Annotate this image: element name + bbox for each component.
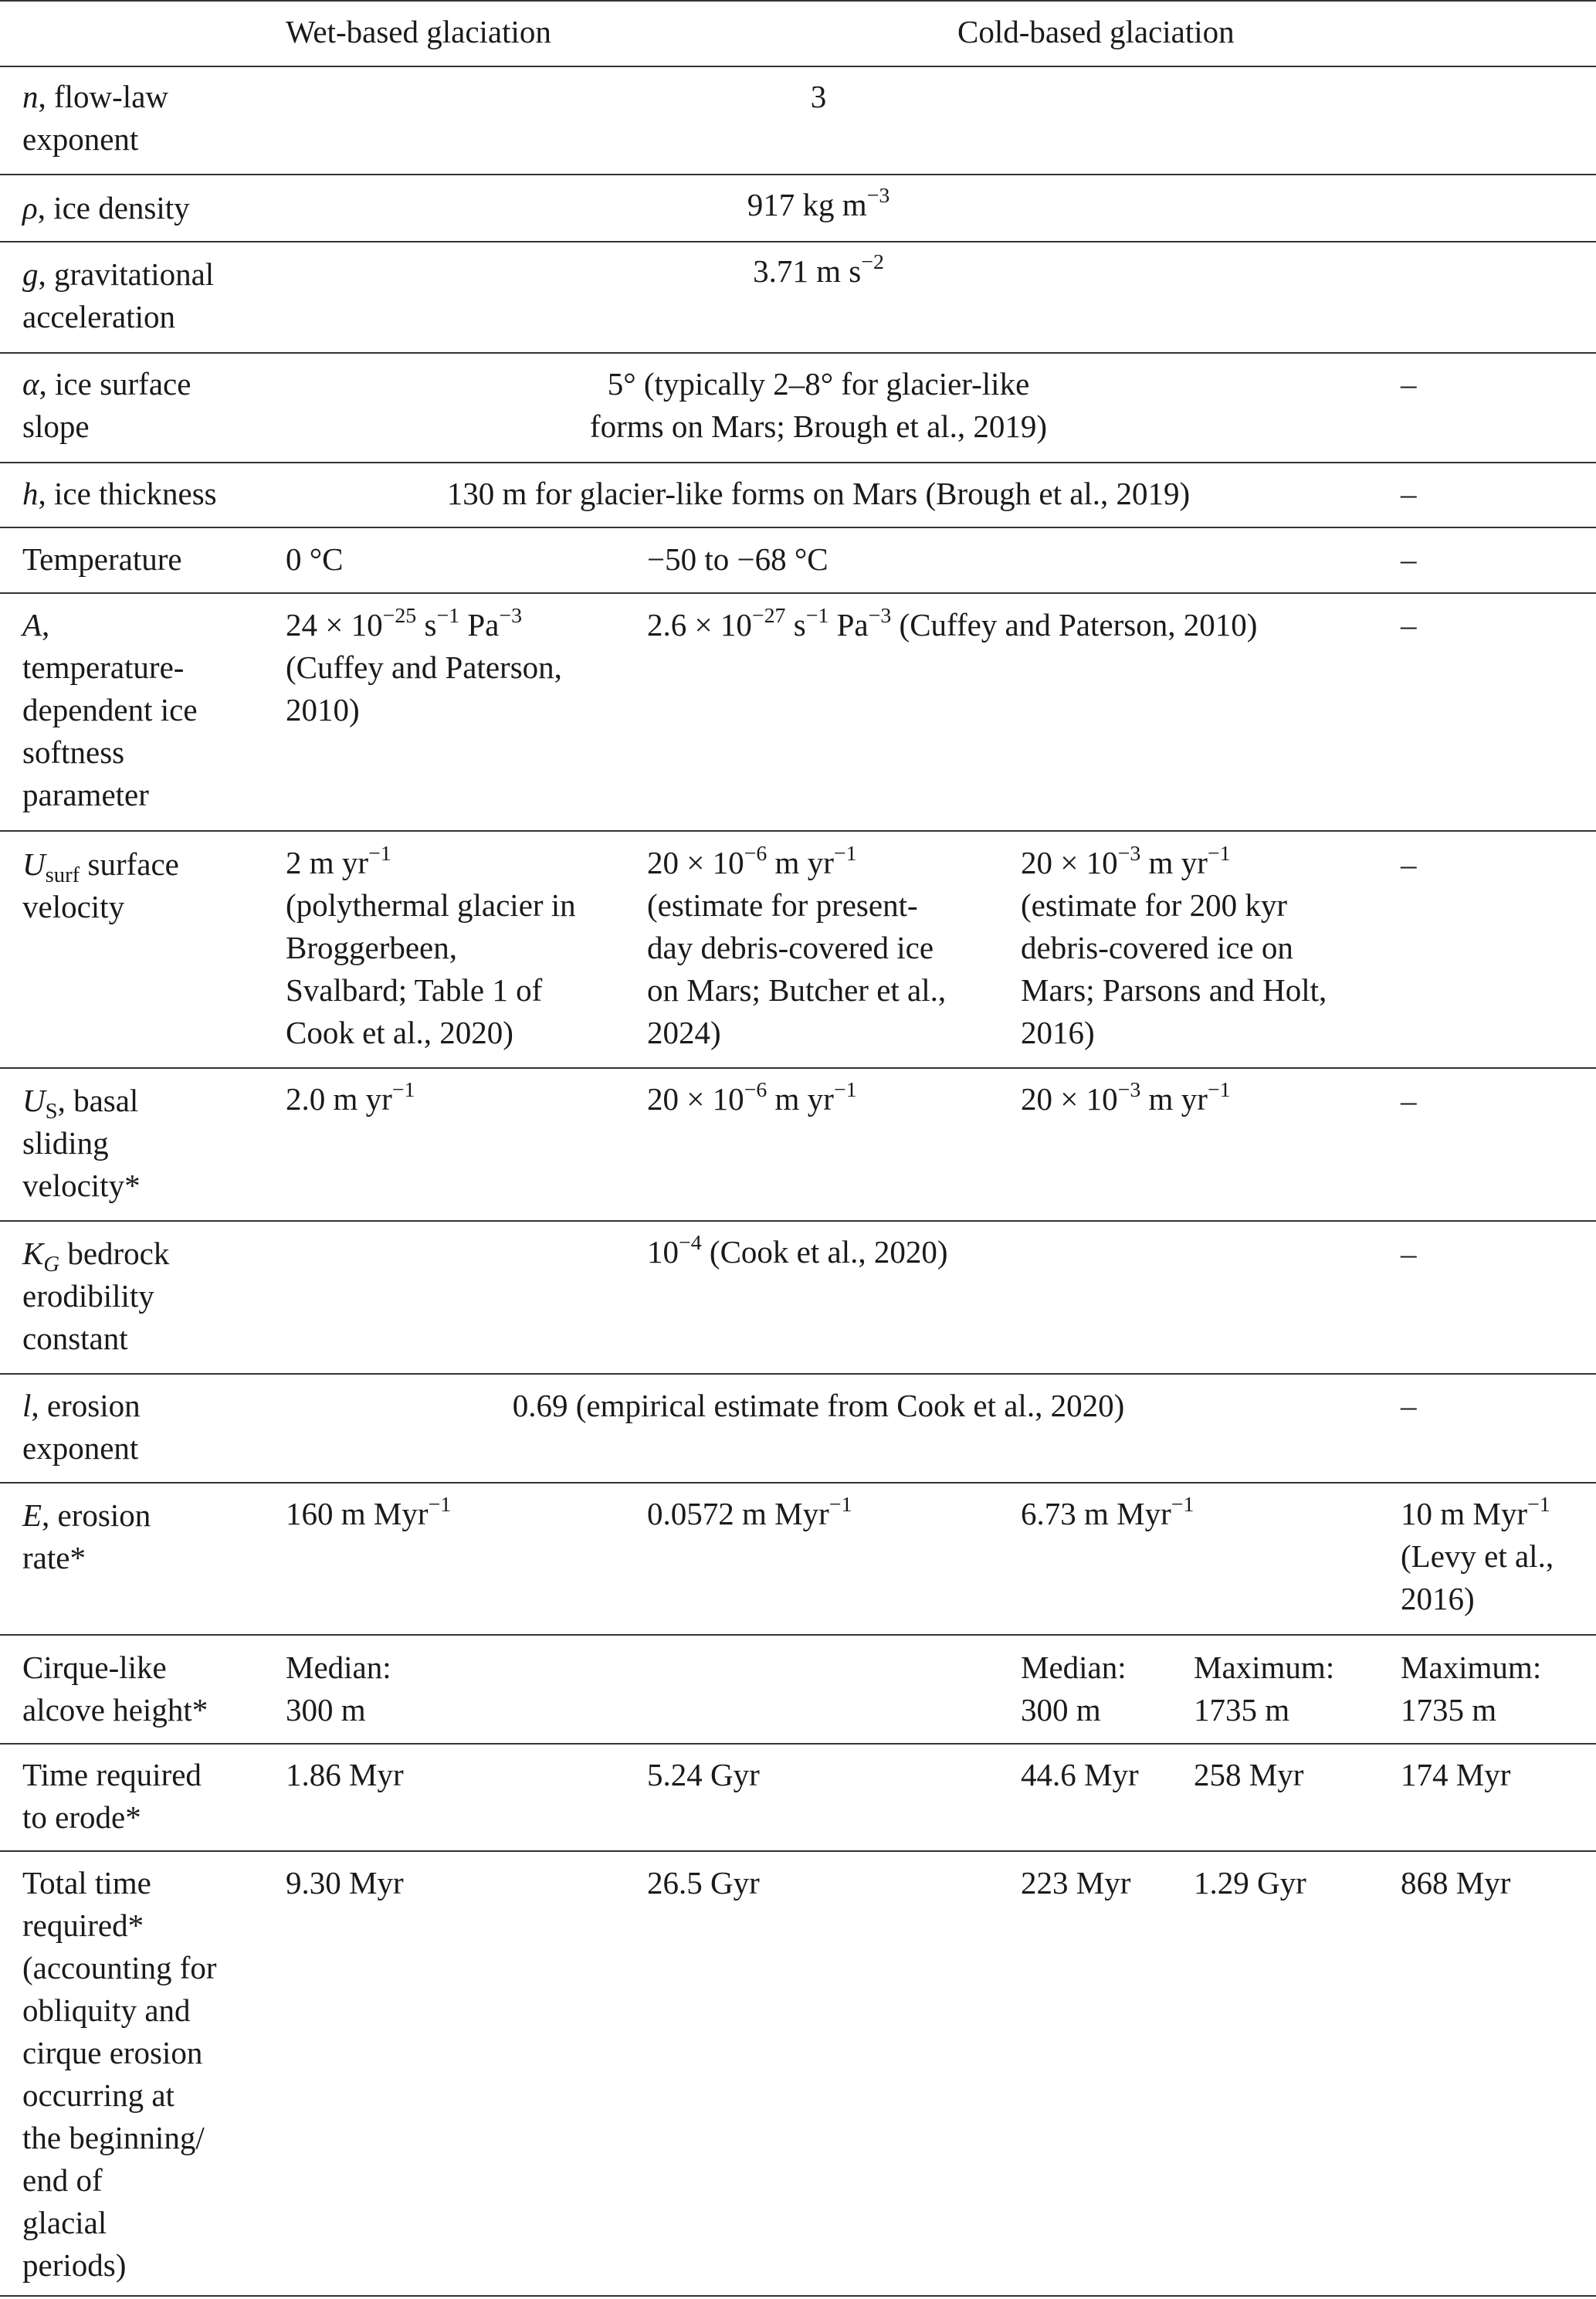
value-total-cold-present: 26.5 Gyr	[647, 1865, 760, 1901]
row-label-A: A, temperature- dependent ice softness parameter	[22, 607, 198, 812]
value-temperature-cold: −50 to −68 °C	[647, 541, 828, 577]
value-total-levy: 868 Myr	[1401, 1865, 1511, 1901]
row-divider	[0, 1634, 1596, 1636]
header-cold: Cold-based glaciation	[957, 14, 1235, 49]
dash-temperature: –	[1401, 541, 1417, 577]
row-label-n: n, flow-law exponent	[22, 79, 169, 157]
value-time-wet: 1.86 Myr	[286, 1757, 404, 1792]
row-divider	[0, 174, 1596, 175]
value-l: 0.69 (empirical estimate from Cook et al., 2020)	[512, 1388, 1125, 1423]
table-top-rule	[0, 0, 1596, 2]
header-wet: Wet-based glaciation	[286, 14, 551, 49]
row-label-KG: $K_G$ bedrock erodibility constant	[22, 1236, 170, 1356]
value-KG: $10^{-4}$ (Cook et al., 2020)	[647, 1230, 948, 1270]
value-time-cold-median: 44.6 Myr	[1021, 1757, 1139, 1792]
row-divider	[0, 241, 1596, 242]
row-divider	[0, 1743, 1596, 1745]
value-Usurf-wet: 2 m $yr^{-1}$ (polythermal glacier in Broggerbeen, Svalbard; Table 1 of Cook et al., 2020)	[286, 841, 576, 1050]
value-h: 130 m for glacier-like forms on Mars (Brough et al., 2019)	[446, 476, 1191, 511]
row-label-Usurf: $U_{surf}$ surface velocity	[22, 846, 179, 924]
row-label-rho: ρ, ice density	[22, 190, 190, 225]
row-label-l: l, erosion exponent	[22, 1388, 141, 1466]
row-divider	[0, 527, 1596, 528]
value-E-wet: 160 m Myr$^{-1}$	[286, 1492, 452, 1531]
value-alcove-levy-maximum: Maximum: 1735 m	[1401, 1650, 1542, 1728]
value-Us-cold-present: $20 \times 10^{-6}$ m $yr^{-1}$	[647, 1077, 857, 1117]
dash-A: –	[1401, 607, 1417, 643]
value-time-cold-present: 5.24 Gyr	[647, 1757, 760, 1792]
row-divider	[0, 1067, 1596, 1069]
dash-h: –	[1401, 476, 1417, 511]
value-alcove-cold-median: Median: 300 m	[1021, 1650, 1127, 1728]
value-time-cold-maximum: 258 Myr	[1194, 1757, 1304, 1792]
table-bottom-rule	[0, 2295, 1596, 2297]
row-label-temperature: Temperature	[22, 541, 182, 577]
value-alcove-cold-maximum: Maximum: 1735 m	[1194, 1650, 1335, 1728]
value-A-cold: $2.6 \times 10^{-27}$ $s^{-1}$ $Pa^{-3}$ (Cuffey and Paterson, 2010)	[647, 603, 1258, 643]
dash-KG: –	[1401, 1236, 1417, 1271]
row-divider	[0, 1220, 1596, 1222]
value-Usurf-cold-present: $20 \times 10^{-6}$ m $yr^{-1}$ (estimate for present- day debris-covered ice on Mars; Butcher et al., 2024)	[647, 841, 947, 1050]
row-divider	[0, 1850, 1596, 1852]
dash-Us: –	[1401, 1083, 1417, 1118]
value-A-wet: $24 \times 10^{-25}$ $s^{-1}$ $Pa^{-3}$ (Cuffey and Paterson, 2010)	[286, 603, 562, 727]
value-E-cold-present: 0.0572 m Myr$^{-1}$	[647, 1492, 852, 1531]
row-divider	[0, 352, 1596, 354]
row-label-time-to-erode: Time required to erode*	[22, 1757, 202, 1835]
dash-alpha: –	[1401, 366, 1417, 402]
value-Us-wet: 2.0 m $yr^{-1}$	[286, 1077, 415, 1117]
row-label-Us: $U_S$, basal sliding velocity*	[22, 1083, 141, 1203]
row-divider	[0, 1482, 1596, 1483]
value-Us-cold-200kyr: $20 \times 10^{-3}$ m $yr^{-1}$	[1021, 1077, 1231, 1117]
row-divider	[0, 830, 1596, 832]
row-label-h: h, ice thickness	[22, 476, 217, 511]
row-label-alpha: α, ice surface slope	[22, 366, 191, 444]
row-label-E: E, erosion rate*	[22, 1497, 151, 1575]
row-label-alcove-height: Cirque-like alcove height*	[22, 1650, 208, 1728]
value-g: 3.71 m $s^{-2}$	[753, 249, 884, 289]
value-total-cold-maximum: 1.29 Gyr	[1194, 1865, 1306, 1901]
row-divider	[0, 462, 1596, 463]
value-total-cold-median: 223 Myr	[1021, 1865, 1131, 1901]
value-total-wet: 9.30 Myr	[286, 1865, 404, 1901]
value-n: 3	[810, 79, 827, 114]
value-temperature-wet: 0 °C	[286, 541, 344, 577]
dash-l: –	[1401, 1388, 1417, 1423]
value-E-cold-200kyr: 6.73 m Myr$^{-1}$	[1021, 1492, 1194, 1531]
row-divider	[0, 66, 1596, 67]
value-E-levy: 10 m Myr$^{-1}$ (Levy et al., 2016)	[1401, 1492, 1554, 1616]
dash-Usurf: –	[1401, 846, 1417, 882]
value-alpha: 5° (typically 2–8° for glacier-like forms on Mars; Brough et al., 2019)	[589, 366, 1048, 444]
row-label-total-time: Total time required* (accounting for obliquity and cirque erosion occurring at the beginning/ end of glacial periods)	[22, 1865, 217, 2283]
row-label-g: g, gravitational acceleration	[22, 256, 215, 334]
row-divider	[0, 1373, 1596, 1375]
value-alcove-wet-median: Median: 300 m	[286, 1650, 391, 1728]
row-divider	[0, 592, 1596, 594]
value-rho: 917 kg $m^{-3}$	[747, 183, 890, 222]
value-time-levy: 174 Myr	[1401, 1757, 1511, 1792]
value-Usurf-cold-200kyr: $20 \times 10^{-3}$ m $yr^{-1}$ (estimate for 200 kyr debris-covered ice on Mars; Parsons and Holt, 2016)	[1021, 841, 1327, 1050]
